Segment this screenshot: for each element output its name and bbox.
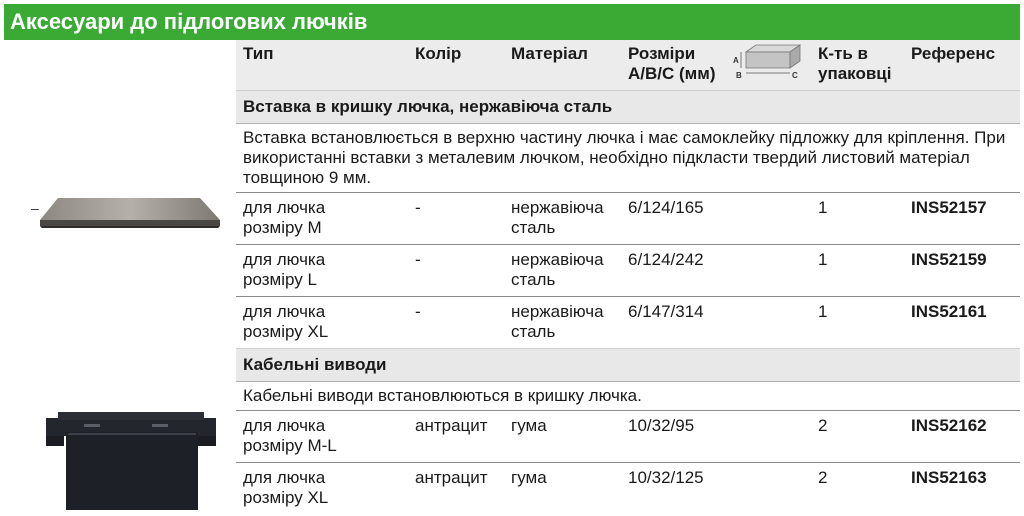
cell-material [511,302,604,342]
dash-mark: – [31,200,39,216]
section-title: Вставка в кришку лючка, нержавіюча сталь [236,90,1020,123]
dimension-box-icon [732,42,804,82]
header-dimensions-line1: Розміри [628,44,696,63]
cell-dimensions: 10/32/95 [628,416,695,435]
cell-material: гума [511,416,547,435]
cell-type-line1: для лючка [243,416,326,435]
header-quantity-line1: К-ть в [818,44,868,63]
cell-type [243,198,325,238]
cell-material-line1: нержавіюча [511,198,604,217]
cell-quantity: 1 [818,198,828,217]
cell-material-line1: нержавіюча [511,250,604,269]
table-row [236,296,1020,348]
cell-type-line1: для лючка [243,302,326,321]
accessories-table [236,40,1020,514]
cell-reference: INS52161 [911,302,987,321]
cell-color: антрацит [415,468,488,487]
cell-reference: INS52157 [911,198,987,217]
cell-color: - [415,198,421,217]
cell-type-line2: розміру XL [243,488,329,507]
table-row [236,244,1020,296]
cell-type-line2: розміру XL [243,322,329,341]
cell-reference: INS52163 [911,468,987,487]
header-dimensions-line2: A/B/C (мм) [628,64,716,83]
header-type: Тип [243,44,274,63]
table-row [236,410,1020,462]
table-row [236,462,1020,514]
cell-reference: INS52162 [911,416,987,435]
cell-quantity: 2 [818,416,828,435]
cell-quantity: 1 [818,250,828,269]
cell-material: гума [511,468,547,487]
cell-type [243,302,328,342]
page-title: Аксесуари до підлогових лючків [4,4,1020,40]
header-color: Колір [415,44,462,63]
dim-label-c: C [792,71,798,80]
cell-material-line2: сталь [511,270,556,289]
table-header [236,40,1020,90]
cell-color: - [415,250,421,269]
cell-dimensions: 6/124/165 [628,198,704,217]
cable-outlet-icon [44,408,220,516]
dim-label-a: A [733,56,739,65]
table-row [236,192,1020,244]
cell-type-line1: для лючка [243,250,326,269]
cell-material-line2: сталь [511,322,556,341]
cell-material-line1: нержавіюча [511,302,604,321]
cell-material [511,250,604,290]
header-reference: Референс [911,44,996,63]
stainless-insert-plate-icon [36,190,222,236]
cell-type-line1: для лючка [243,468,326,487]
header-quantity-line2: упаковці [818,64,892,83]
cell-material [511,198,604,238]
cell-reference: INS52159 [911,250,987,269]
cell-type-line1: для лючка [243,198,326,217]
section-description: Кабельні виводи встановлюються в кришку лючка. [236,381,1020,410]
section-description: Вставка встановлюється в верхню частину лючка і має самоклейку підложку для кріплення. При використанні вставки з металевим лючком, необхідно підкласти твердий листовий матеріал товщиною 9 мм. [236,123,1020,192]
dim-label-b: B [736,71,742,80]
cell-type-line2: розміру M [243,218,322,237]
cell-material-line2: сталь [511,218,556,237]
cell-type-line2: розміру M-L [243,436,337,455]
cell-dimensions: 10/32/125 [628,468,704,487]
header-quantity [818,44,891,84]
cell-dimensions: 6/124/242 [628,250,704,269]
header-dimensions [628,44,715,84]
cell-quantity: 1 [818,302,828,321]
cell-type [243,416,337,456]
header-material: Матеріал [511,44,588,63]
section-title: Кабельні виводи [236,348,1020,381]
cell-type [243,468,328,508]
product-images [0,40,236,512]
cell-color: - [415,302,421,321]
cell-dimensions: 6/147/314 [628,302,704,321]
cell-quantity: 2 [818,468,828,487]
cell-color: антрацит [415,416,488,435]
cell-type-line2: розміру L [243,270,317,289]
cell-type [243,250,325,290]
